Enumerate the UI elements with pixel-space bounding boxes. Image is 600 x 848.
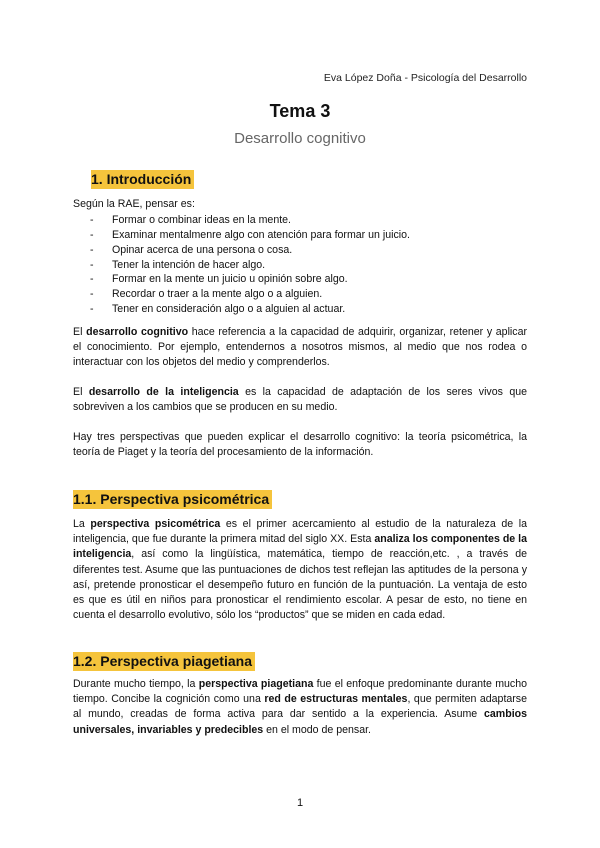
document-subtitle: Desarrollo cognitivo [234, 130, 366, 147]
list-item: - Opinar acerca de una persona o cosa. [73, 243, 527, 258]
section-heading-piagetiana: 1.2. Perspectiva piagetiana [73, 652, 255, 671]
page-number: 1 [296, 797, 304, 809]
paragraph-psicometrica: La perspectiva psicométrica es el primer acercamiento al estudio de la naturaleza de la inteligencia, que fue durante la primera mitad del siglo XX. Esta analiza los componentes de la inteligencia, así como la lingüística, matemática, tiempo de reacción,etc. , a través de diferentes test. Asume que las puntuaciones de dichos test reflejan las aptitudes de la persona y así, pretende pronosticar el desempeño futuro en función de la puntuación. La ventaja de esto es que es útil en niños para pronosticar el rendimiento escolar. A pesar de esto, no tiene en cuenta el desarrollo evolutivo, sólo los “productos” que se miden en cada edad. [73, 518, 527, 622]
paragraph-tres-perspectivas: Hay tres perspectivas que pueden explicar el desarrollo cognitivo: la teoría psicométrica, la teoría de Piaget y la teoría del procesamiento de la información. [73, 431, 527, 459]
paragraph-desarrollo-inteligencia: El desarrollo de la inteligencia es la capacidad de adaptación de los seres vivos que sobreviven a los cambios que se producen en su medio. [73, 386, 527, 414]
rae-definition-list [73, 213, 527, 317]
paragraph-piagetiana: Durante mucho tiempo, la perspectiva piagetiana fue el enfoque predominante durante mucho tiempo. Concibe la cognición como una red de estructuras mentales, que permiten adaptarse al mundo, creadas de forma activa para dar sentido a la experiencia. Asume cambios universales, invariables y predecibles en el modo de pensar. [73, 678, 528, 736]
rae-intro-text: Según la RAE, pensar es: [73, 198, 195, 210]
introduccion-section [73, 197, 527, 317]
page-header: Eva López Doña - Psicología del Desarrollo [323, 72, 527, 84]
list-item: - Tener en consideración algo o a alguien al actuar. [73, 302, 527, 317]
list-item: - Formar en la mente un juicio u opinión sobre algo. [73, 272, 527, 287]
section-heading-psicometrica: 1.1. Perspectiva psicométrica [73, 490, 272, 509]
section-heading-introduccion: 1. Introducción [91, 170, 194, 189]
paragraph-desarrollo-cognitivo: El desarrollo cognitivo hace referencia a la capacidad de adquirir, organizar, retener y aplicar el conocimiento. Por ejemplo, entendernos a nosotros mismos, al medio que nos rodea o interactuar con los objetos del medio y comprenderlos. [73, 326, 527, 369]
list-item: - Recordar o traer a la mente algo o a alguien. [73, 287, 527, 302]
list-item: - Examinar mentalmenre algo con atención para formar un juicio. [73, 228, 527, 243]
list-item: - Formar o combinar ideas en la mente. [73, 213, 527, 228]
list-item: - Tener la intención de hacer algo. [73, 258, 527, 273]
document-title: Tema 3 [269, 101, 331, 121]
